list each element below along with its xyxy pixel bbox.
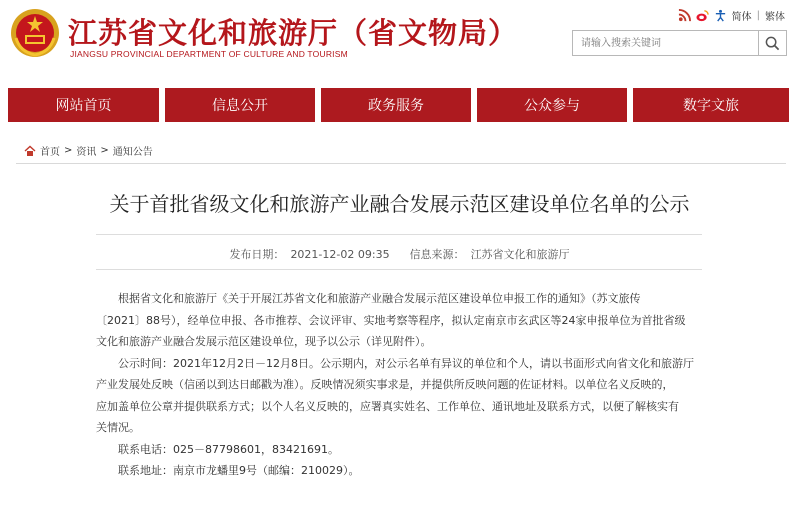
- paragraph-line: 文化和旅游产业融合发展示范区建设单位，现予以公示（详见附件）。: [96, 335, 432, 348]
- national-emblem-icon: [10, 8, 60, 58]
- search-icon: [765, 36, 780, 51]
- article-body: [96, 288, 706, 482]
- site-header: [0, 0, 799, 88]
- home-icon: [24, 145, 36, 157]
- divider: [96, 269, 702, 270]
- breadcrumb-home[interactable]: 首页: [40, 147, 60, 158]
- contact-address: 联系地址：南京市龙蟠里9号（邮编：210029）。: [118, 464, 360, 477]
- paragraph-line: 根据省文化和旅游厅《关于开展江苏省文化和旅游产业融合发展示范区建设单位申报工作的通知》（苏文旅传: [118, 292, 641, 305]
- traditional-chinese-link[interactable]: 繁体: [765, 12, 785, 23]
- source-value: 江苏省文化和旅游厅: [470, 248, 570, 261]
- paragraph-line: 〔2021〕88号），经单位申报、各市推荐、会议评审、实地考察等程序，拟认定南京市玄武区等24家申报单位为首批省级: [96, 313, 686, 327]
- contact-phone: 联系电话：025－87798601，83421691。: [118, 442, 339, 456]
- nav-item-public-participation[interactable]: 公众参与: [477, 88, 627, 122]
- rss-icon[interactable]: [678, 9, 691, 22]
- divider: [96, 234, 702, 235]
- breadcrumb: [24, 143, 153, 158]
- weibo-icon[interactable]: [696, 9, 709, 22]
- nav-item-home[interactable]: 网站首页: [8, 88, 159, 122]
- lang-separator: |: [756, 10, 760, 21]
- nav-item-gov-services[interactable]: 政务服务: [321, 88, 471, 122]
- site-title[interactable]: 江苏省文化和旅游厅（省文物局）: [68, 16, 519, 50]
- nav-item-digital-tourism[interactable]: 数字文旅: [633, 88, 789, 122]
- accessibility-icon[interactable]: [714, 9, 727, 22]
- article-title: 关于首批省级文化和旅游产业融合发展示范区建设单位名单的公示: [109, 192, 690, 216]
- source-label: 信息来源：: [409, 248, 465, 261]
- breadcrumb-separator: >: [100, 145, 109, 156]
- paragraph-line: 关情况。: [96, 421, 140, 434]
- nav-item-info-disclosure[interactable]: 信息公开: [165, 88, 315, 122]
- breadcrumb-news[interactable]: 资讯: [76, 147, 97, 158]
- publish-date-label: 发布日期：: [229, 248, 285, 261]
- divider: [16, 163, 786, 164]
- site-subtitle-en: JIANGSU PROVINCIAL DEPARTMENT OF CULTURE AND TOURISM: [70, 49, 348, 59]
- search-input[interactable]: [573, 31, 759, 55]
- simplified-chinese-link[interactable]: 简体: [731, 12, 752, 23]
- publish-date: 2021-12-02 09:35: [290, 248, 390, 261]
- paragraph-line: 应加盖单位公章并提供联系方式；以个人名义反映的，应署真实姓名、工作单位、通讯地址及联系方式，以便了解核实有: [96, 399, 679, 413]
- breadcrumb-notice[interactable]: 通知公告: [112, 147, 153, 158]
- breadcrumb-separator: >: [64, 145, 73, 156]
- top-links: [678, 8, 785, 23]
- search-box: [572, 30, 787, 56]
- main-nav: [0, 88, 799, 122]
- article-meta: [0, 246, 799, 262]
- paragraph-line: 公示时间：2021年12月2日－12月8日。公示期内，对公示名单有异议的单位和个人，请以书面形式向省文化和旅游厅: [118, 356, 694, 370]
- paragraph-line: 产业发展处反映（信函以到达日邮戳为准）。反映情况须实事求是，并提供所反映问题的佐证材料。以单位名义反映的，: [96, 378, 674, 391]
- search-button[interactable]: [758, 31, 786, 55]
